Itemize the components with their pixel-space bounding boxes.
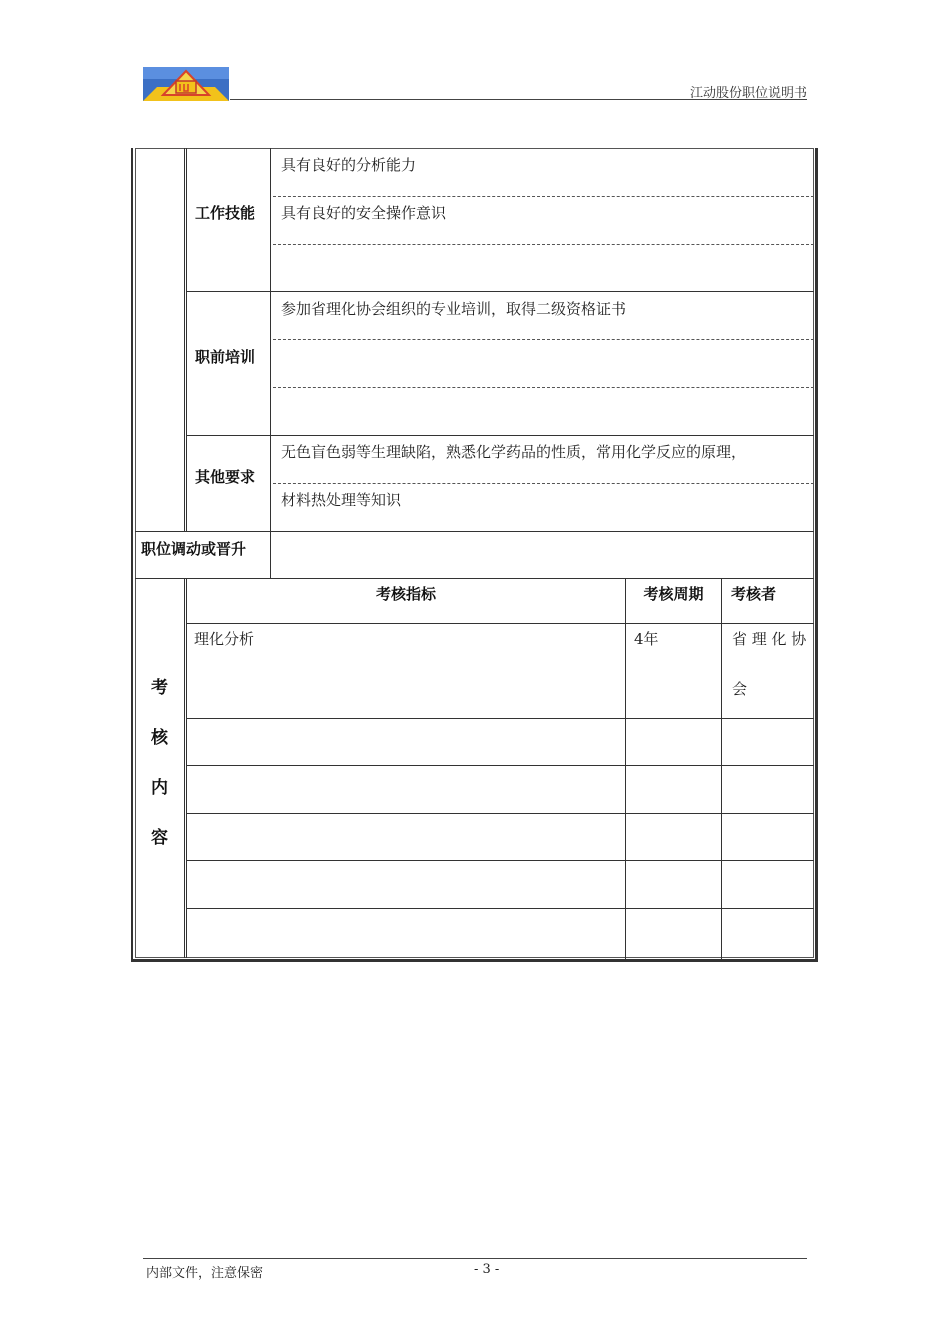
pre-training-label: 职前培训 (195, 348, 256, 366)
assessment-side-char-3: 内 (151, 778, 168, 798)
assess-row-line (186, 813, 814, 814)
work-skill-label: 工作技能 (195, 204, 256, 222)
other-requirements-line-1: 无色盲色弱等生理缺陷，熟悉化学药品的性质，常用化学反应的原理， (281, 443, 747, 461)
assess-row-line (186, 765, 814, 766)
assess-divider-assessor (721, 578, 722, 962)
dash-line (273, 483, 814, 484)
assess-row-line (186, 718, 814, 719)
assessment-side-char-2: 核 (151, 728, 168, 748)
assess-divider-period (625, 578, 626, 962)
assess-row-line (186, 908, 814, 909)
header-indicator: 考核指标 (375, 585, 436, 603)
col-divider-1b (186, 148, 187, 531)
assessment-side-char-4: 容 (151, 828, 168, 848)
job-description-table (131, 148, 818, 962)
dash-line (273, 339, 814, 340)
row-divider-transfer (135, 578, 814, 579)
col-divider-1 (184, 148, 185, 531)
assess-divider-side (184, 578, 185, 958)
dash-line (273, 196, 814, 197)
other-requirements-line-2: 材料热处理等知识 (281, 491, 402, 509)
assessment-side-char-1: 考 (151, 678, 168, 698)
assessment-period-1: 4年 (634, 630, 659, 648)
footer-rule (143, 1258, 807, 1259)
work-skill-line-2: 具有良好的安全操作意识 (281, 204, 447, 222)
col-divider-2 (270, 148, 271, 578)
transfer-promotion-label: 职位调动或晋升 (141, 540, 247, 558)
row-divider-other (135, 531, 814, 532)
assessment-indicator-1: 理化分析 (194, 630, 255, 648)
assess-divider-side-b (186, 578, 187, 958)
dash-line (273, 244, 814, 245)
other-requirements-label: 其他要求 (195, 468, 256, 486)
page-number: - 3 - (474, 1262, 500, 1277)
row-divider-skill (186, 291, 814, 292)
company-logo (143, 67, 229, 101)
assessment-assessor-1b: 会 (732, 680, 748, 698)
header-assessor: 考核者 (731, 585, 777, 603)
work-skill-line-1: 具有良好的分析能力 (281, 156, 417, 174)
dash-line (273, 387, 814, 388)
pre-training-line-1: 参加省理化协会组织的专业培训，取得二级资格证书 (281, 300, 627, 318)
assess-row-line (186, 623, 814, 624)
assessment-assessor-1a: 省 理 化 协 (732, 630, 807, 648)
document-title: 江动股份职位说明书 (689, 86, 807, 101)
assess-row-line (186, 860, 814, 861)
header-period: 考核周期 (643, 585, 704, 603)
confidential-notice: 内部文件，注意保密 (146, 1266, 264, 1281)
row-divider-training (186, 435, 814, 436)
